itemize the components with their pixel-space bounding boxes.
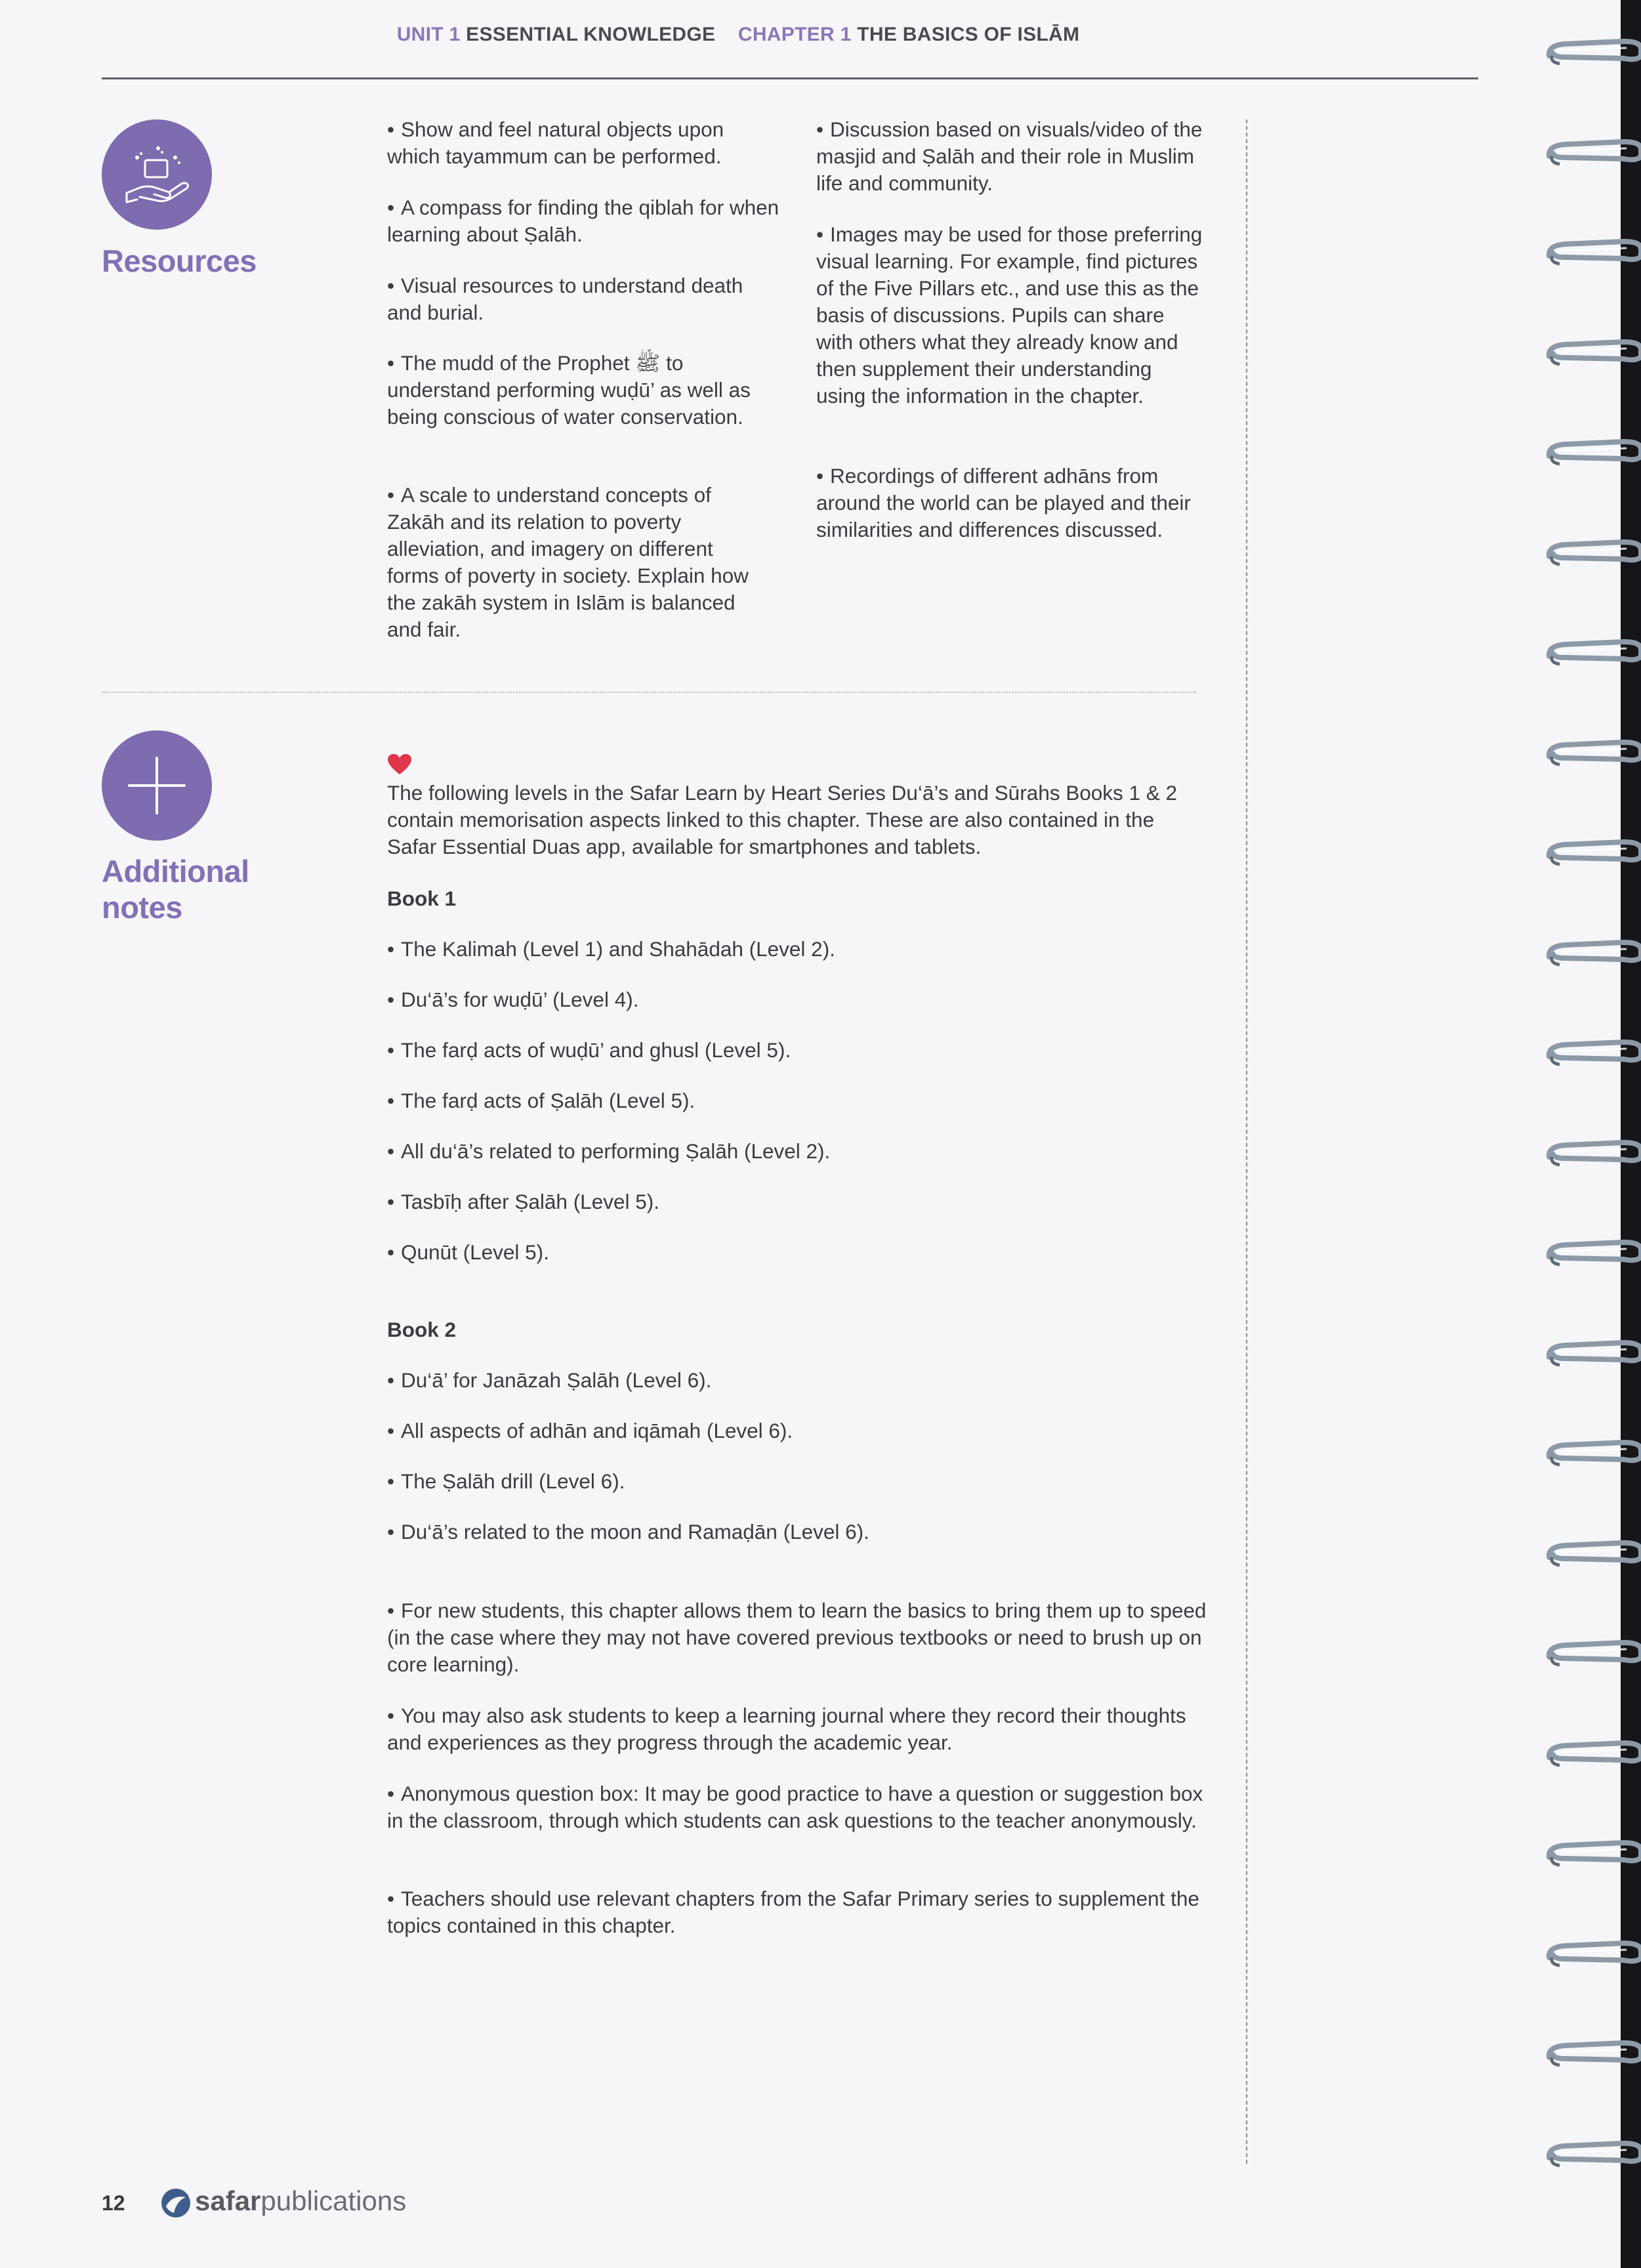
spiral-ring — [1545, 1637, 1641, 1668]
resource-item-text: Visual resources to understand death and burial. — [387, 274, 743, 324]
book2-item: • All aspects of adhān and iqāmah (Level 6). — [387, 1419, 793, 1442]
book1-item: • Du‘ā’s for wuḍū’ (Level 4). — [387, 988, 639, 1011]
resource-item-text: The mudd of the Prophet ﷺ to understand performing wuḍū’ as well as being conscious of water conservation. — [387, 351, 751, 429]
book2-item-text: The Ṣalāh drill (Level 6). — [401, 1469, 625, 1493]
logo-bold-part: safar — [195, 2185, 261, 2216]
book1-item: • The farḍ acts of Ṣalāh (Level 5). — [387, 1089, 696, 1112]
tip-item-text: Teachers should use relevant chapters from the Safar Primary series to supplement the topics contained in this chapter. — [387, 1887, 1199, 1937]
tip-item: • Anonymous question box: It may be good practice to have a question or suggestion box in the classroom, through which students can ask questions to the teacher anonymously. — [387, 1782, 1203, 1832]
tip-item-text: For new students, this chapter allows them to learn the basics to bring them up to speed (in the case where they may not have covered previous textbooks or need to brush up on core learning). — [387, 1599, 1207, 1676]
tip-item: • For new students, this chapter allows them to learn the basics to bring them up to speed (in the case where they may not have covered previous textbooks or need to brush up on core learning). — [387, 1599, 1207, 1676]
spiral-ring — [1545, 837, 1641, 867]
book1-item-text: Du‘ā’s for wuḍū’ (Level 4). — [401, 988, 639, 1011]
resource-item-text: A compass for finding the qiblah for when learning about Ṣalāh. — [387, 196, 779, 246]
spiral-ring — [1545, 1738, 1641, 1768]
page-number: 12 — [102, 2191, 125, 2215]
additional-notes-heading-line2: notes — [102, 890, 182, 925]
chapter-label: CHAPTER 1 — [737, 24, 852, 45]
resource-item: • Visual resources to understand death and burial. — [387, 274, 743, 324]
spiral-ring — [1545, 36, 1641, 66]
spiral-ring — [1545, 1938, 1641, 1968]
book1-item: • All du‘ā’s related to performing Ṣalāh (Level 2). — [387, 1139, 831, 1163]
book2-item: • Du‘ā’s related to the moon and Ramaḍān (Level 6). — [387, 1520, 869, 1544]
book1-item-text: All du‘ā’s related to performing Ṣalāh (Level 2). — [401, 1139, 831, 1163]
book1-item: • The Kalimah (Level 1) and Shahādah (Level 2). — [387, 937, 835, 961]
spiral-ring — [1545, 937, 1641, 967]
spiral-ring — [1545, 1538, 1641, 1568]
tip-item-text: Anonymous question box: It may be good practice to have a question or suggestion box in the classroom, through which students can ask questions to the teacher anonymously. — [387, 1782, 1203, 1832]
spiral-ring — [1545, 436, 1641, 467]
book2-item-text: Du‘ā’ for Janāzah Ṣalāh (Level 6). — [401, 1368, 712, 1392]
tip-item-text: You may also ask students to keep a learning journal where they record their thoughts and experiences as they progress through the academic year. — [387, 1704, 1186, 1754]
chapter-title: THE BASICS OF ISLĀM — [857, 24, 1080, 45]
safar-logo-icon — [159, 2187, 192, 2219]
logo-rest: publications — [260, 2185, 407, 2216]
resource-item-text: Recordings of different adhāns from around the world can be played and their similarities and differences discussed. — [816, 464, 1191, 541]
book1-item-text: Tasbīḥ after Ṣalāh (Level 5). — [401, 1190, 659, 1213]
section-divider — [102, 692, 1196, 693]
spiral-ring — [1545, 1838, 1641, 1868]
unit-title: ESSENTIAL KNOWLEDGE — [466, 24, 716, 45]
spiral-ring — [1545, 236, 1641, 266]
spiral-ring — [1545, 737, 1641, 767]
spiral-ring — [1545, 537, 1641, 567]
resource-item: • The mudd of the Prophet ﷺ to understand performing wuḍū’ as well as being conscious of water conservation. — [387, 351, 751, 429]
book2-item: • The Ṣalāh drill (Level 6). — [387, 1469, 625, 1493]
resource-item: • A compass for finding the qiblah for when learning about Ṣalāh. — [387, 196, 779, 246]
resource-item: • Show and feel natural objects upon which tayammum can be performed. — [387, 117, 724, 168]
book1-item: • Tasbīḥ after Ṣalāh (Level 5). — [387, 1190, 659, 1213]
book1-title: Book 1 — [387, 887, 457, 910]
book2-item: • Du‘ā’ for Janāzah Ṣalāh (Level 6). — [387, 1368, 712, 1392]
spiral-ring — [1545, 1337, 1641, 1368]
spiral-ring — [1545, 637, 1641, 667]
header-rule — [102, 77, 1478, 79]
resource-item: • Images may be used for those preferring visual learning. For example, find pictures of the Five Pillars etc., and use this as the basis of discussions. Pupils can share with others what they already know and then supplement their understanding using the information in the chapter. — [816, 222, 1203, 408]
resource-item: • Recordings of different adhāns from around the world can be played and their similarities and differences discussed. — [816, 464, 1191, 541]
heart-icon — [387, 753, 412, 779]
book1-item-text: The Kalimah (Level 1) and Shahādah (Level 2). — [401, 937, 835, 961]
additional-notes-icon-circle — [102, 730, 212, 841]
resources-icon-circle — [102, 119, 212, 230]
additional-notes-heading — [102, 853, 249, 925]
tip-item: • Teachers should use relevant chapters from the Safar Primary series to supplement the topics contained in this chapter. — [387, 1887, 1199, 1937]
spiral-ring — [1545, 1137, 1641, 1167]
resource-item-text: A scale to understand concepts of Zakāh and its relation to poverty alleviation, and imagery on different forms of poverty in society. Explain how the zakāh system in Islām is balanced and fair. — [387, 483, 749, 641]
spiral-ring — [1545, 1037, 1641, 1067]
tip-item: • You may also ask students to keep a learning journal where they record their thoughts and experiences as they progress through the academic year. — [387, 1704, 1186, 1754]
notes-intro: The following levels in the Safar Learn by Heart Series Du‘ā’s and Sūrahs Books 1 & 2 contain memorisation aspects linked to this chapter. These are also contained in the Safar Essential Duas app, available for smartphones and tablets. — [387, 781, 1178, 858]
spiral-ring — [1545, 1237, 1641, 1267]
column-rule — [1246, 119, 1247, 2164]
book2-item-text: All aspects of adhān and iqāmah (Level 6). — [401, 1419, 793, 1442]
book1-item: • The farḍ acts of wuḍū’ and ghusl (Level 5). — [387, 1038, 791, 1062]
book2-item-text: Du‘ā’s related to the moon and Ramaḍān (Level 6). — [401, 1520, 869, 1544]
resource-item: • Discussion based on visuals/video of the masjid and Ṣalāh and their role in Muslim life and community. — [816, 117, 1203, 195]
resource-item: • A scale to understand concepts of Zakāh and its relation to poverty alleviation, and imagery on different forms of poverty in society. Explain how the zakāh system in Islām is balanced and fair. — [387, 483, 749, 641]
running-header — [0, 24, 1476, 46]
resources-heading: Resources — [102, 243, 257, 278]
spiral-ring — [1545, 2038, 1641, 2068]
book1-item: • Qunūt (Level 5). — [387, 1240, 549, 1264]
resource-item-text: Show and feel natural objects upon which tayammum can be performed. — [387, 117, 724, 168]
resource-item-text: Discussion based on visuals/video of the masjid and Ṣalāh and their role in Muslim life and community. — [816, 117, 1203, 195]
book1-item-text: The farḍ acts of wuḍū’ and ghusl (Level 5). — [401, 1038, 791, 1062]
spiral-ring — [1545, 1437, 1641, 1467]
spiral-ring — [1545, 2138, 1641, 2168]
plus-icon — [102, 730, 212, 841]
spiral-ring — [1545, 337, 1641, 367]
hand-sparkle-icon — [102, 119, 212, 230]
book1-item-text: The farḍ acts of Ṣalāh (Level 5). — [401, 1089, 696, 1112]
additional-notes-heading-line1: Additional — [102, 854, 249, 889]
resource-item-text: Images may be used for those preferring visual learning. For example, find pictures of the Five Pillars etc., and use this as the basis of discussions. Pupils can share with others what they already know and then supplement their understanding using the information in the chapter. — [816, 222, 1203, 408]
book1-item-text: Qunūt (Level 5). — [401, 1240, 549, 1264]
publisher-logo — [159, 2185, 406, 2219]
unit-label: UNIT 1 — [396, 24, 461, 45]
book2-title: Book 2 — [387, 1318, 457, 1341]
spiral-ring — [1545, 136, 1641, 167]
